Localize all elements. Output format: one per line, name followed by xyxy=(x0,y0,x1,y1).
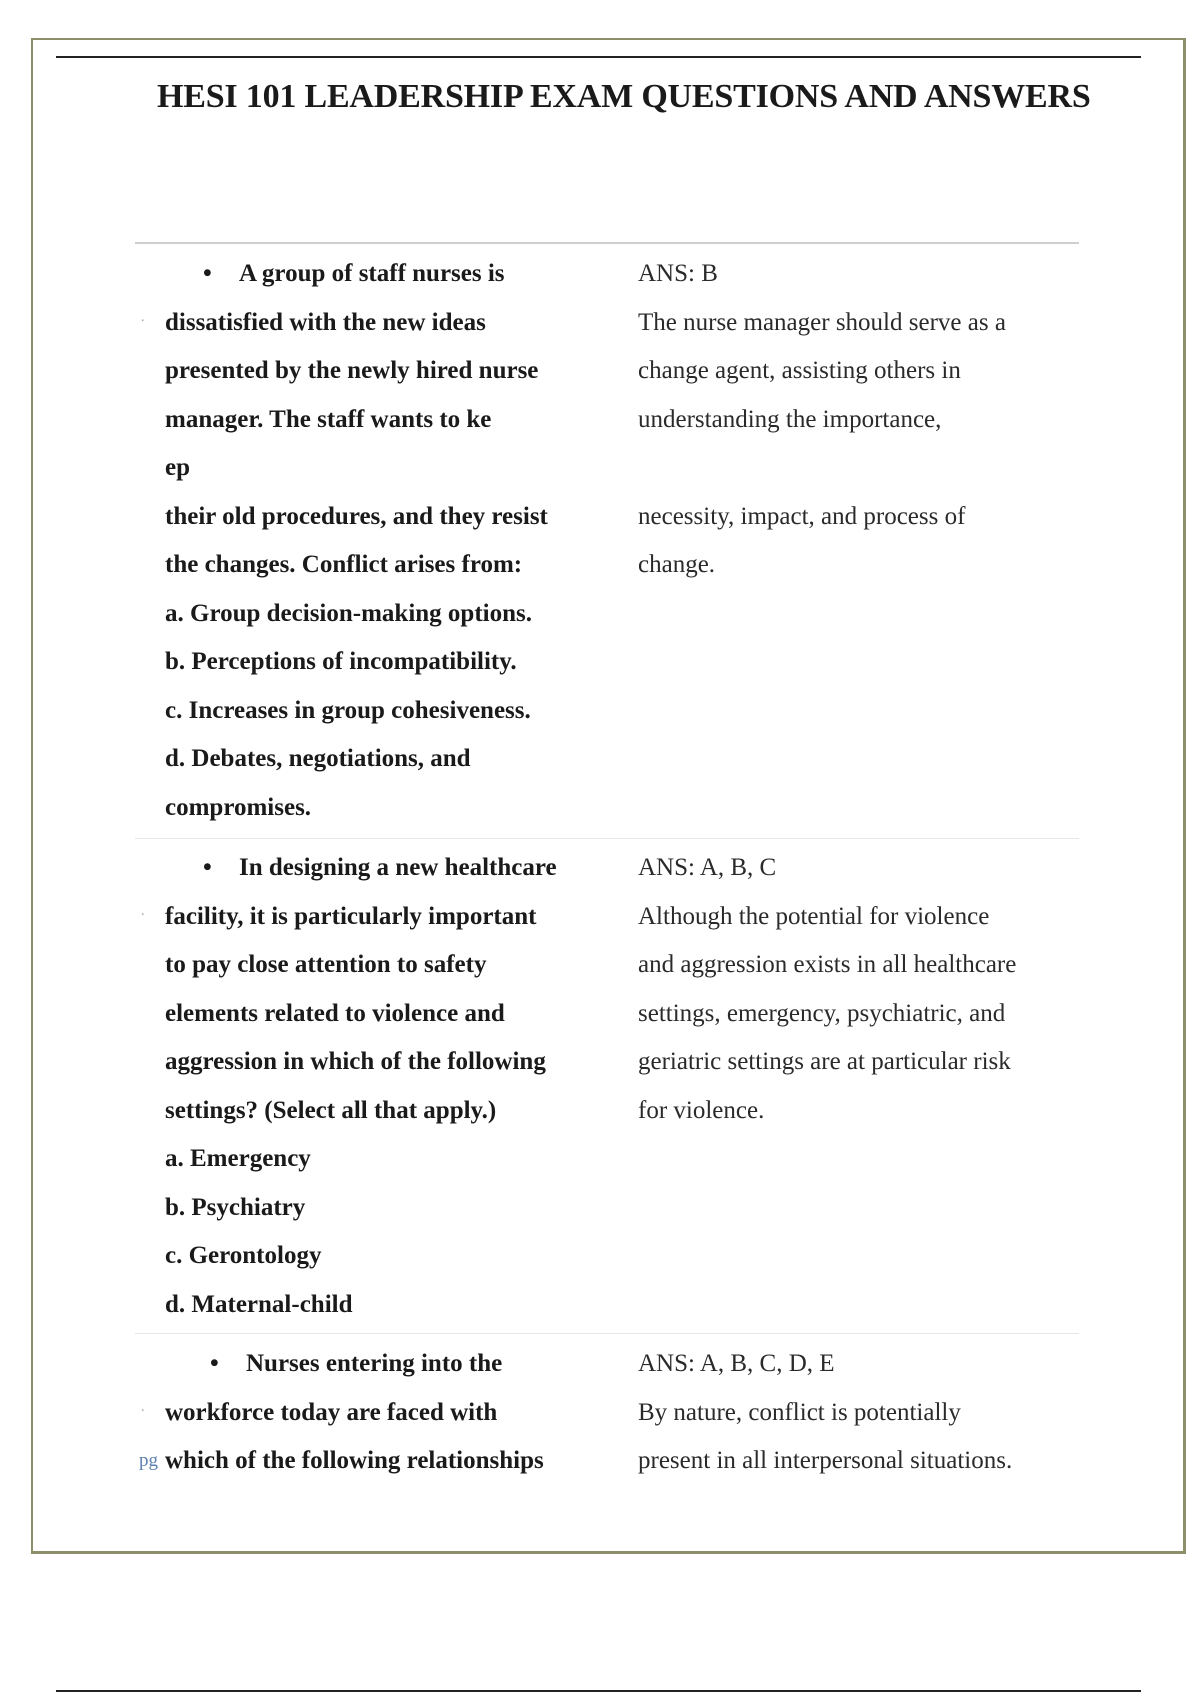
answer-line: geriatric settings are at particular risk xyxy=(638,1048,1011,1075)
question-line: presented by the newly hired nurse xyxy=(165,357,539,384)
question-line: to pay close attention to safety xyxy=(165,951,487,978)
table-top-border xyxy=(135,242,1079,244)
answer-line: present in all interpersonal situations. xyxy=(638,1447,1013,1474)
option-c: c. Gerontology xyxy=(165,1242,322,1269)
answer-line: change agent, assisting others in xyxy=(638,357,961,384)
margin-mark: . xyxy=(141,1400,145,1415)
question-line: their old procedures, and they resist xyxy=(165,502,548,530)
answer-line: necessity, impact, and process of xyxy=(638,502,966,530)
bullet-icon: • xyxy=(203,260,212,287)
question-line: dissatisfied with the new ideas xyxy=(165,308,486,336)
question-line: elements related to violence and xyxy=(165,999,505,1027)
question-line: which of the following relationships xyxy=(165,1447,544,1474)
question-line: aggression in which of the following xyxy=(165,1048,546,1075)
option-d: d. Maternal-child xyxy=(165,1290,353,1318)
footer-rule xyxy=(56,1690,1141,1692)
question-line: manager. The staff wants to ke xyxy=(165,405,492,433)
question-1 xyxy=(165,250,605,832)
question-line: settings? (Select all that apply.) xyxy=(165,1096,497,1124)
question-2 xyxy=(165,844,605,1329)
answer-3 xyxy=(638,1340,1078,1486)
option-a: a. Group decision-making options. xyxy=(165,599,532,627)
document-title: HESI 101 LEADERSHIP EXAM QUESTIONS AND ANSWERS xyxy=(157,78,1091,115)
margin-mark: . xyxy=(141,904,145,919)
answer-2 xyxy=(638,844,1078,1135)
question-line: the changes. Conflict arises from: xyxy=(165,551,523,578)
option-c: c. Increases in group cohesiveness. xyxy=(165,696,531,724)
option-b: b. Perceptions of incompatibility. xyxy=(165,648,517,675)
answer-line: By nature, conflict is potentially xyxy=(638,1398,961,1426)
row-divider xyxy=(135,1333,1079,1334)
answer-line: and aggression exists in all healthcare xyxy=(638,951,1017,978)
question-line: • In designing a new healthcare xyxy=(165,844,605,893)
answer-key: ANS: B xyxy=(638,260,718,287)
answer-line: change. xyxy=(638,551,716,578)
option-b: b. Psychiatry xyxy=(165,1193,306,1221)
answer-line: The nurse manager should serve as a xyxy=(638,308,1006,336)
answer-line: for violence. xyxy=(638,1096,765,1124)
answer-line: understanding the importance, xyxy=(638,405,942,433)
question-line: ep xyxy=(165,454,190,481)
question-line: facility, it is particularly important xyxy=(165,902,537,930)
answer-key: ANS: A, B, C, D, E xyxy=(638,1350,835,1377)
bullet-icon: • xyxy=(210,1350,219,1377)
answer-line xyxy=(638,444,1078,493)
question-3 xyxy=(165,1340,605,1486)
question-line: • A group of staff nurses is xyxy=(165,250,605,299)
option-a: a. Emergency xyxy=(165,1145,311,1172)
row-divider xyxy=(135,838,1079,839)
margin-mark: . xyxy=(141,310,145,325)
option-d: d. Debates, negotiations, and xyxy=(165,745,471,772)
option-d-continued: compromises. xyxy=(165,793,312,821)
answer-key: ANS: A, B, C xyxy=(638,854,777,881)
answer-line: Although the potential for violence xyxy=(638,902,990,930)
bullet-icon: • xyxy=(203,854,212,881)
page-label: pg xyxy=(139,1450,158,1471)
question-line: • Nurses entering into the xyxy=(165,1340,605,1389)
answer-1 xyxy=(638,250,1078,590)
answer-line: settings, emergency, psychiatric, and xyxy=(638,999,1006,1027)
question-line: workforce today are faced with xyxy=(165,1398,498,1426)
